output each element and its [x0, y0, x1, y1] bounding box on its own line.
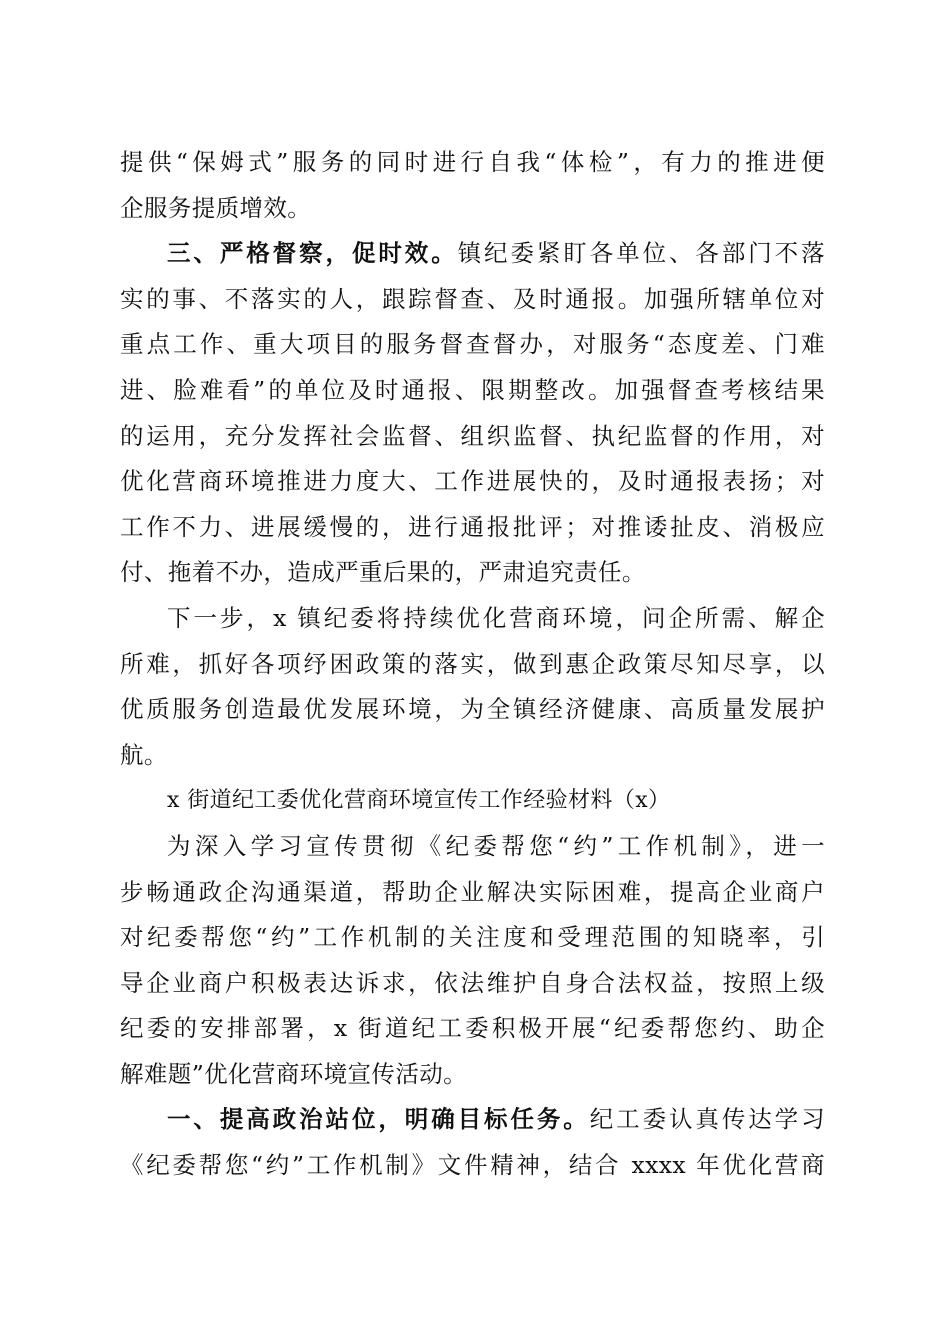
- text-line: 重点工作、重大项目的服务督查督办，对服务“态度差、门难: [120, 330, 825, 359]
- text-line: 解难题”优化营商环境宣传活动。: [120, 1059, 468, 1088]
- text-line: 企服务提质增效。: [120, 193, 312, 222]
- text-run: 纪工委认真传达学习: [589, 1105, 825, 1134]
- section-three-paragraph: [120, 231, 825, 277]
- text-line: 导企业商户积极表达诉求，依法维护自身合法权益，按照上级: [120, 968, 825, 997]
- text-line: 对纪委帮您“约”工作机制的关注度和受理范围的知晓率，引: [120, 923, 825, 952]
- text-line: 《纪委帮您“约”工作机制》文件精神，结合 xxxx 年优化营商: [120, 1151, 825, 1180]
- text-line: 航。: [120, 740, 168, 769]
- text-line: 实的事、不落实的人，跟踪督查、及时通报。加强所辖单位对: [120, 284, 825, 313]
- section-heading: 三、严格督察，促时效。: [167, 239, 458, 268]
- text-line: 优化营商环境推进力度大、工作进展快的，及时通报表扬；对: [120, 467, 825, 496]
- section-one-paragraph: [120, 1097, 825, 1143]
- document-title: x 街道纪工委优化营商环境宣传工作经验材料（x）: [167, 788, 671, 814]
- text-line: 为深入学习宣传贯彻《纪委帮您“约”工作机制》，进一: [167, 831, 825, 860]
- document-page: [120, 140, 825, 1189]
- text-line: 工作不力、进展缓慢的，进行通报批评；对推诿扯皮、消极应: [120, 512, 825, 541]
- section-heading: 一、提高政治站位，明确目标任务。: [167, 1105, 590, 1134]
- text-run: 镇纪委紧盯各单位、各部门不落: [457, 239, 825, 268]
- text-line: 下一步，x 镇纪委将持续优化营商环境，问企所需、解企: [167, 603, 825, 632]
- text-line: 进、脸难看”的单位及时通报、限期整改。加强督查考核结果: [120, 375, 825, 404]
- text-line: 付、拖着不办，造成严重后果的，严肃追究责任。: [120, 558, 646, 587]
- text-line: 所难，抓好各项纾困政策的落实，做到惠企政策尽知尽享，以: [120, 649, 825, 678]
- text-line: 步畅通政企沟通渠道，帮助企业解决实际困难，提高企业商户: [120, 877, 825, 906]
- text-line: 的运用，充分发挥社会监督、组织监督、执纪监督的作用，对: [120, 421, 825, 450]
- text-line: 提供“保姆式”服务的同时进行自我“体检”，有力的推进便: [120, 148, 825, 176]
- text-line: 优质服务创造最优发展环境，为全镇经济健康、高质量发展护: [120, 695, 825, 724]
- text-line: 纪委的安排部署，x 街道纪工委积极开展“纪委帮您约、助企: [120, 1014, 825, 1043]
